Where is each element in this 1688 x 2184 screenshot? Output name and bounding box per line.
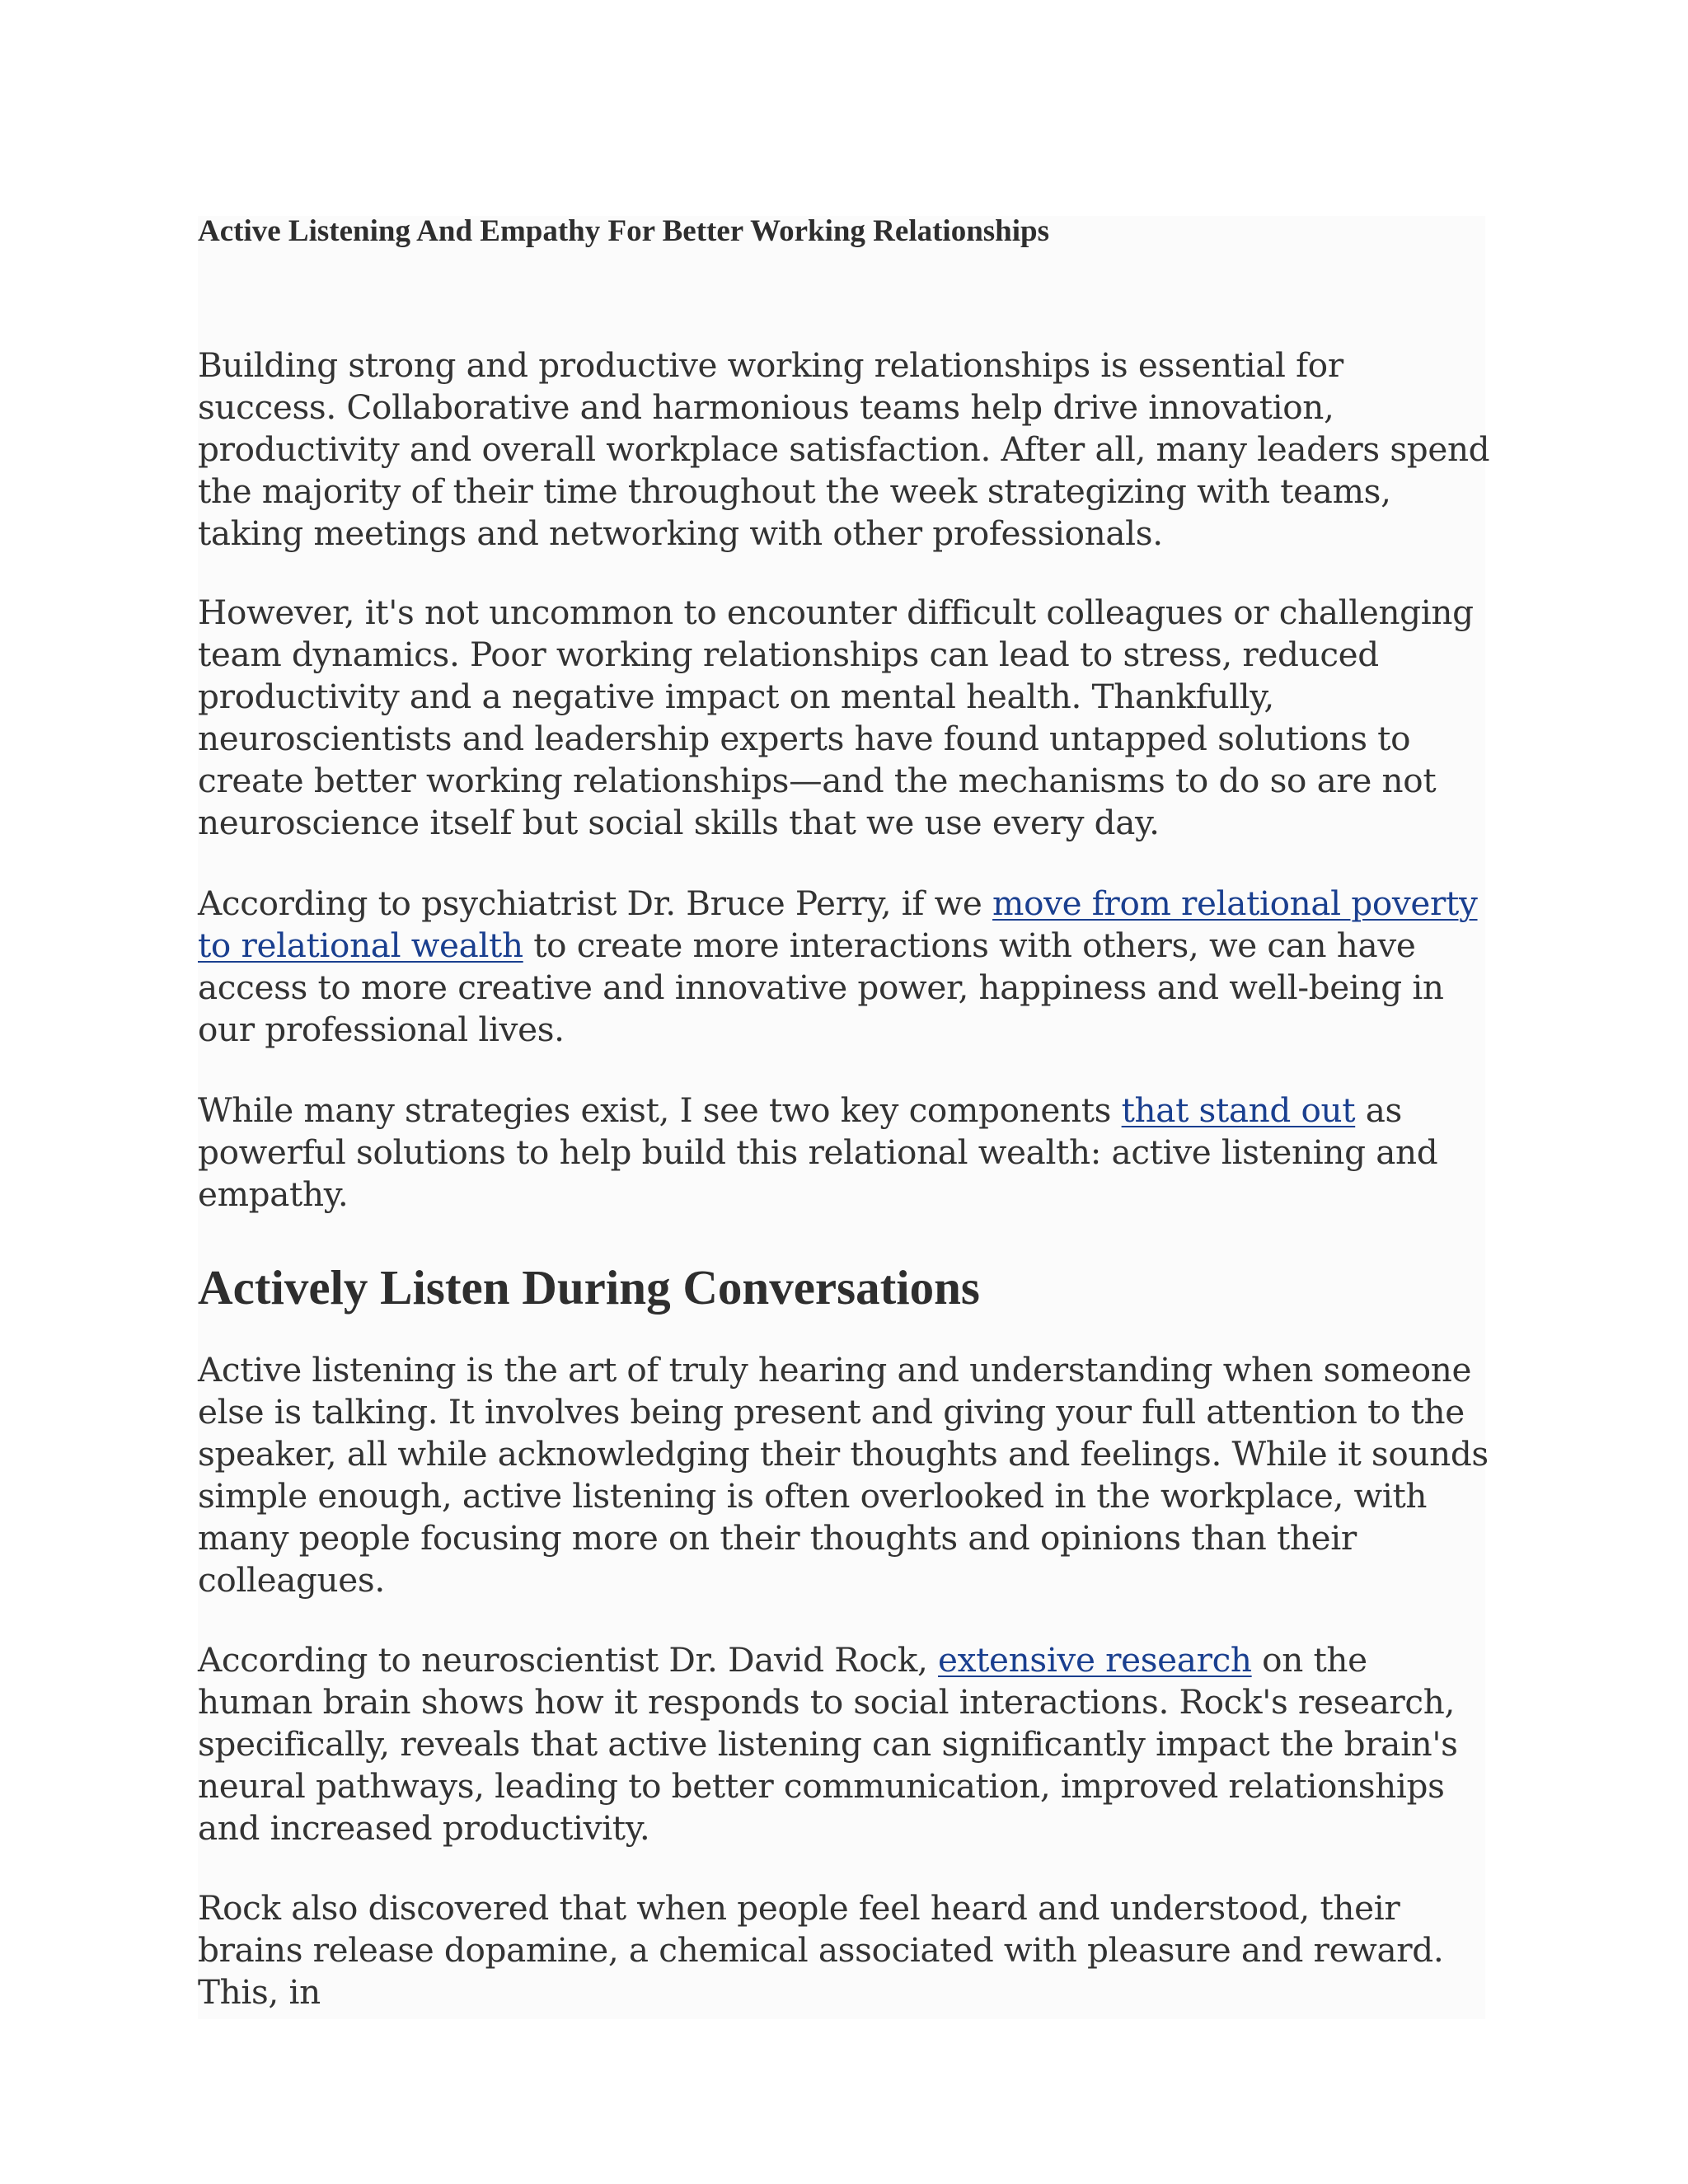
paragraph-dopamine: Rock also discovered that when people feel heard and understood, their brains release dopamine, a chemical associated with pleasure and reward. This, in [198, 1888, 1444, 2012]
paragraph-key-components [198, 1090, 1492, 1216]
paragraph-david-rock [198, 1639, 1492, 1849]
paragraph-bruce-perry [198, 883, 1492, 1051]
article-title: Active Listening And Empathy For Better Working Relationships [198, 214, 1050, 248]
paragraph-text: While many strategies exist, I see two key components [198, 1090, 1122, 1130]
paragraph-text: to create more interactions with others, we can have access to more creative and innovative power, happiness and well-being in our professional lives. [198, 926, 1444, 1049]
paragraph-intro: Building strong and productive working relationships is essential for success. Collaborative and harmonious teams help drive innovation, productivity and overall workplace satisfaction. After all, many leaders spend the majority of their time throughout the week strategizing with teams, taking meetings and networking with other professionals. [198, 345, 1490, 553]
stand-out-link[interactable]: that stand out [1121, 1090, 1356, 1130]
paragraph-active-listening: Active listening is the art of truly hearing and understanding when someone else is talking. It involves being present and giving your full attention to the speaker, all while acknowledging their thoughts and feelings. While it sounds simple enough, active listening is often overlooked in the workplace, with many people focusing more on their thoughts and opinions than their colleagues. [198, 1350, 1489, 1600]
relational-wealth-link[interactable]: move from relational poverty to relational wealth [198, 883, 1478, 965]
extensive-research-link[interactable]: extensive research [938, 1640, 1252, 1680]
section-heading-active-listening: Actively Listen During Conversations [198, 1260, 980, 1315]
paragraph-difficult-colleagues: However, it's not uncommon to encounter difficult colleagues or challenging team dynamics. Poor working relationships can lead to stress, reduced productivity and a negative impact on mental health. Thankfully, neuroscientists and leadership experts have found untapped solutions to create better working relationships—and the mechanisms to do so are not neuroscience itself but social skills that we use every day. [198, 593, 1474, 842]
paragraph-text: on the human brain shows how it responds to social interactions. Rock's research, specifically, reveals that active listening can significantly impact the brain's neural pathways, leading to better communication, improved relationships and increased productivity. [198, 1640, 1458, 1848]
paragraph-text: According to psychiatrist Dr. Bruce Perry, if we [198, 883, 993, 923]
paragraph-text: According to neuroscientist Dr. David Rock, [198, 1640, 938, 1680]
paragraph-text: as powerful solutions to help build this relational wealth: active listening and empathy. [198, 1090, 1438, 1214]
